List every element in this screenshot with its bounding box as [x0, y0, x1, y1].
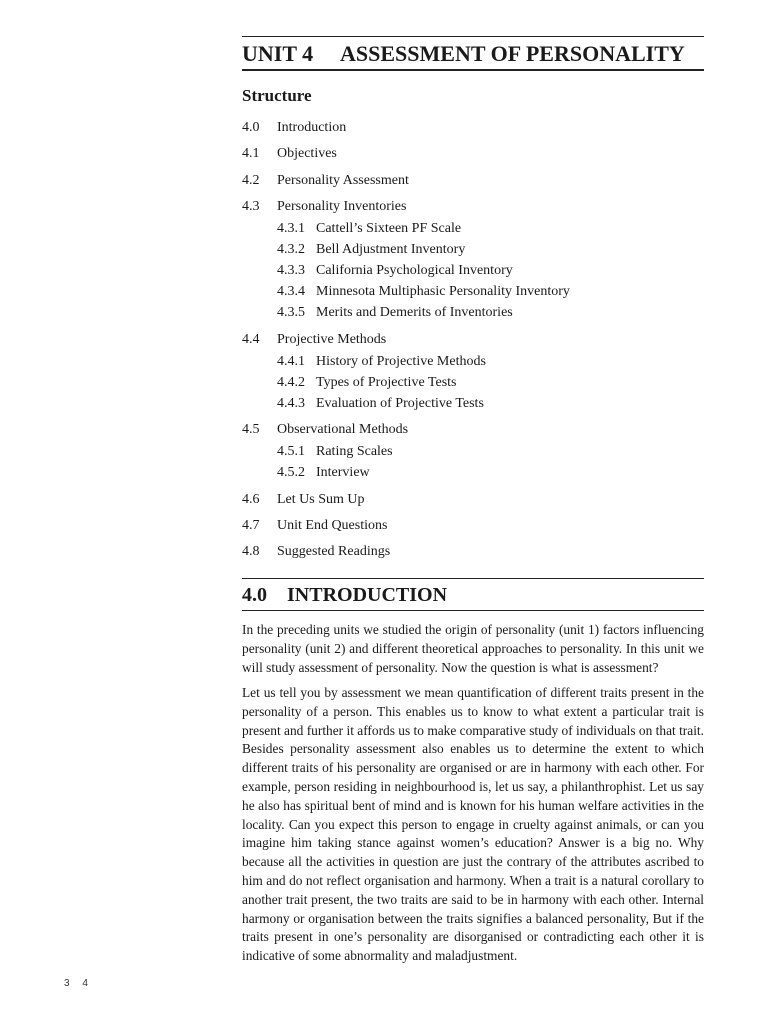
toc-label: Observational Methods [277, 422, 409, 437]
toc-label: Evaluation of Projective Tests [316, 396, 484, 411]
toc-number: 4.4.3 [277, 396, 305, 411]
toc-label: Let Us Sum Up [277, 492, 365, 507]
toc-number: 4.4.1 [277, 354, 305, 369]
toc-label: Personality Inventories [277, 199, 407, 214]
toc-subitem [277, 221, 461, 237]
toc-item [242, 120, 346, 136]
toc-label: Objectives [277, 146, 337, 161]
toc-number: 4.1 [242, 146, 260, 161]
toc-number: 4.5 [242, 422, 260, 437]
toc-subitem [277, 396, 484, 412]
toc-subitem [277, 354, 486, 370]
toc-number: 4.7 [242, 518, 260, 533]
toc-subitem [277, 375, 456, 391]
toc-number: 4.0 [242, 120, 260, 135]
unit-title: ASSESSMENT OF PERSONALITY [340, 41, 685, 66]
toc-label: Cattell’s Sixteen PF Scale [316, 221, 462, 236]
toc-number: 4.3.2 [277, 242, 305, 257]
toc-number: 4.3.5 [277, 305, 305, 320]
section-number: 4.0 [242, 584, 267, 606]
toc-number: 4.3.3 [277, 263, 305, 278]
introduction-heading [242, 578, 704, 611]
toc-item [242, 332, 386, 348]
toc-subitem [277, 465, 370, 481]
toc-label: Minnesota Multiphasic Personality Inventory [316, 284, 570, 299]
toc-label: Suggested Readings [277, 544, 391, 559]
intro-paragraph: Let us tell you by assessment we mean quantification of different traits present in the personality of a person. This enables us to know to what extent a particular trait is present and further it affords us to make comparative study of individuals on that trait. Besides personality assessment also enables us to determine the extent to which different traits of his personality are organised or are in harmony with each other. For example, person residing in neighbourhood is, let us say, a philanthrophist. Let us say he also has spiritual bent of mind and is known for his human welfare activities in the locality. Can you expect this person to engage in cruelty against animals, or can you imagine him taking stance against women’s education? Answer is a big no. Why because all the activities in question are just the contrary of the attributes ascribed to him and do not reflect organisation and harmony. When a trait is a natural corollary to another trait present, the two traits are said to be in harmony with each other. Internal harmony or organisation between the traits signifies a balanced personality, But if the traits present in one’s personality are disorganised or contradicting each other it is indicative of some abnormality and maladjustment. [242, 685, 704, 964]
toc-subitem [277, 305, 513, 321]
toc-label: Types of Projective Tests [316, 375, 457, 390]
unit-heading [242, 36, 704, 71]
toc-item [242, 173, 409, 189]
toc-label: Rating Scales [316, 444, 393, 459]
toc-label: California Psychological Inventory [316, 263, 513, 278]
toc-item [242, 492, 365, 508]
toc-subitem [277, 444, 393, 460]
toc-number: 4.8 [242, 544, 260, 559]
toc-item [242, 518, 387, 534]
toc-subitem [277, 284, 570, 300]
toc-number: 4.4 [242, 332, 260, 347]
toc-item [242, 146, 337, 162]
toc-number: 4.2 [242, 173, 260, 188]
toc-subitem [277, 242, 465, 258]
toc-number: 4.4.2 [277, 375, 305, 390]
toc-label: Merits and Demerits of Inventories [316, 305, 513, 320]
toc-item [242, 544, 390, 560]
toc-label: Projective Methods [277, 332, 387, 347]
toc-number: 4.3.1 [277, 221, 305, 236]
structure-title: Structure [242, 86, 312, 105]
toc-label: Bell Adjustment Inventory [316, 242, 466, 257]
toc-number: 4.3.4 [277, 284, 305, 299]
toc-subitem [277, 263, 513, 279]
unit-number: UNIT 4 [242, 41, 314, 66]
toc-number: 4.3 [242, 199, 260, 214]
toc-label: History of Projective Methods [316, 354, 486, 369]
toc-label: Interview [316, 465, 370, 480]
toc-item [242, 422, 408, 438]
toc-label: Unit End Questions [277, 518, 388, 533]
intro-paragraph: In the preceding units we studied the origin of personality (unit 1) factors influencing personality (unit 2) and different theoretical approaches to personality. In this unit we will study assessment of personality. Now the question is what is assessment? [242, 622, 704, 675]
page-number: 3 4 [64, 978, 93, 989]
toc-item [242, 199, 406, 215]
toc-label: Personality Assessment [277, 173, 409, 188]
toc-number: 4.5.1 [277, 444, 305, 459]
section-title: INTRODUCTION [287, 584, 448, 606]
toc-label: Introduction [277, 120, 347, 135]
toc-number: 4.6 [242, 492, 260, 507]
toc-number: 4.5.2 [277, 465, 305, 480]
